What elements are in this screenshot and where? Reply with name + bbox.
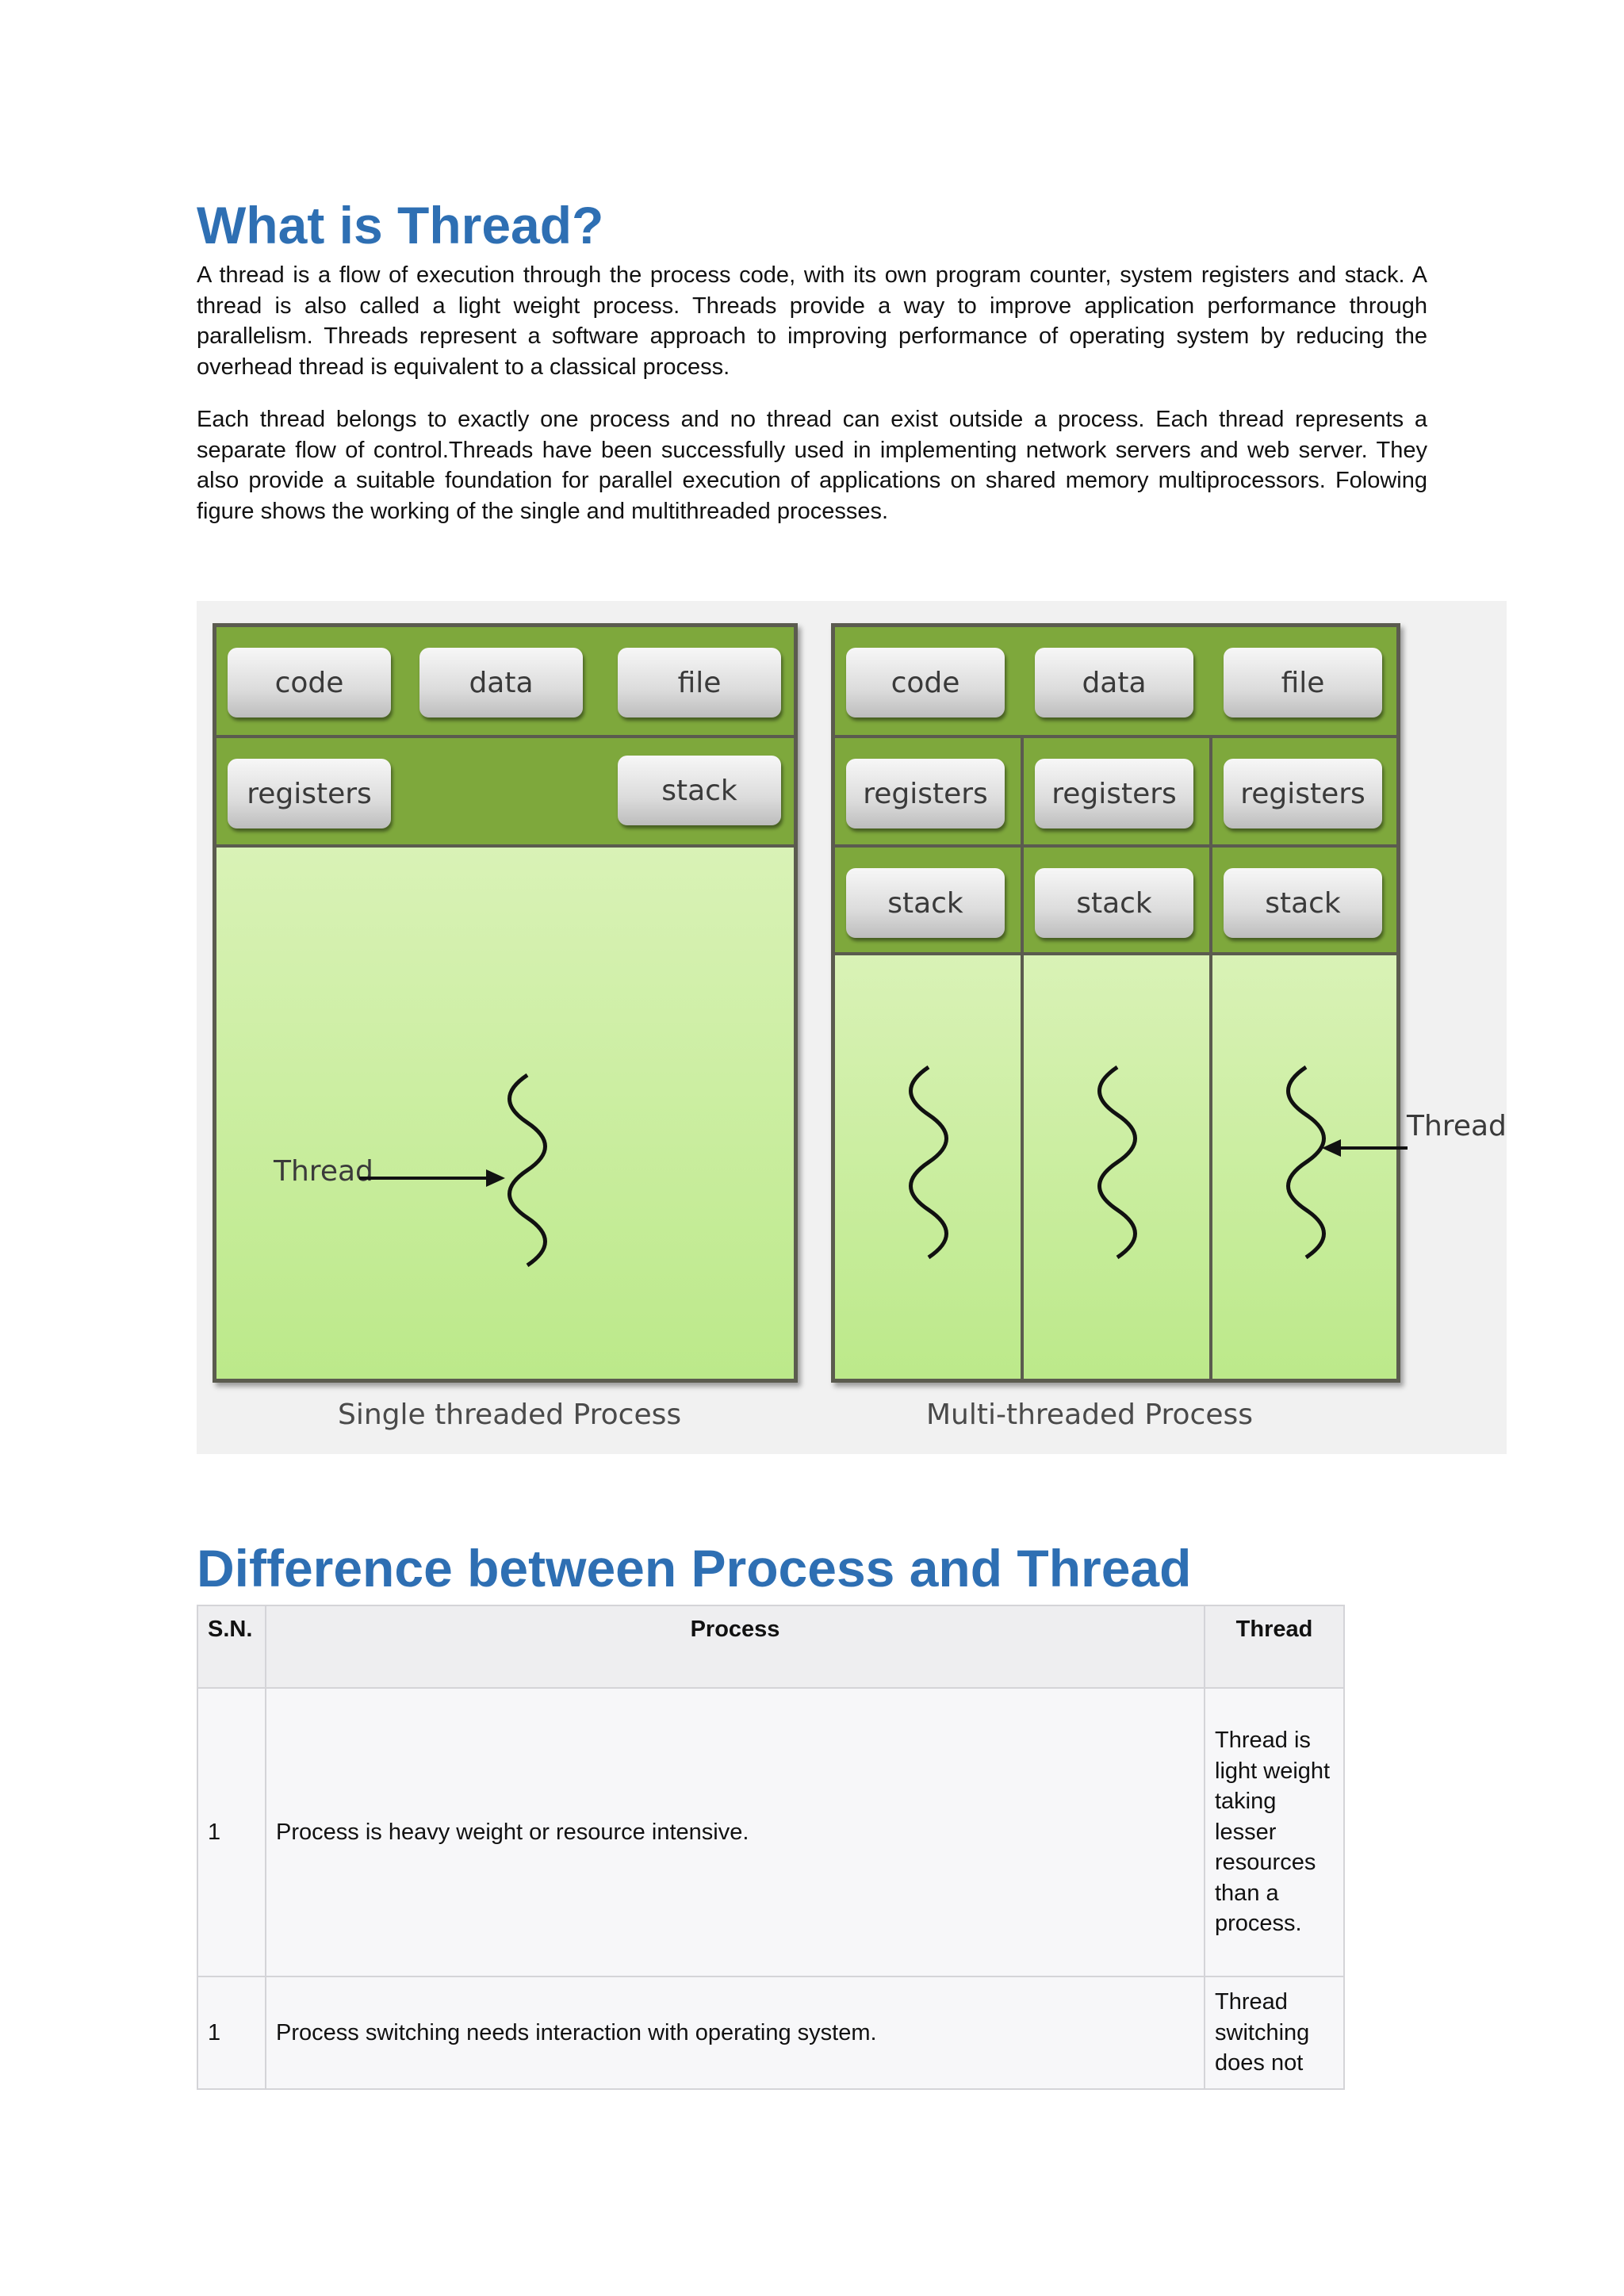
multi-code-chip: code (846, 648, 1005, 718)
single-threaded-caption: Single threaded Process (338, 1399, 682, 1431)
thread-process-diagram (197, 601, 1507, 1454)
row-process: Process switching needs interaction with operating system. (266, 1976, 1205, 2089)
single-stack-chip: stack (618, 756, 781, 825)
divider (1021, 735, 1024, 1379)
divider (835, 735, 1396, 738)
multi-registers-chip: registers (1035, 759, 1193, 828)
multi-file-chip: file (1224, 648, 1382, 718)
single-threaded-process-box (213, 623, 798, 1383)
row-thread: Thread is light weight taking lesser resources than a process. (1205, 1688, 1344, 1976)
header-process: Process (266, 1605, 1205, 1688)
multi-registers-chip: registers (846, 759, 1005, 828)
multi-stack-chip: stack (846, 868, 1005, 938)
single-file-chip: file (618, 648, 781, 718)
arrow-right-icon (359, 1166, 510, 1190)
divider (216, 735, 794, 738)
multi-data-chip: data (1035, 648, 1193, 718)
table-row (197, 1688, 1344, 1976)
single-thread-label: Thread (274, 1155, 373, 1188)
header-thread: Thread (1205, 1605, 1344, 1688)
process-thread-comparison-table (197, 1605, 1345, 2090)
row-sn: 1 (197, 1976, 266, 2089)
section-title-difference: Difference between Process and Thread (197, 1539, 1192, 1598)
row-process: Process is heavy weight or resource intensive. (266, 1688, 1205, 1976)
thread-squiggle-icon (1282, 1063, 1330, 1261)
table-row (197, 1976, 1344, 2089)
multi-stack-chip: stack (1224, 868, 1382, 938)
divider (835, 952, 1396, 955)
multi-registers-chip: registers (1224, 759, 1382, 828)
divider (1209, 735, 1212, 1379)
multi-thread-label: Thread (1407, 1110, 1507, 1142)
multi-threaded-process-box (831, 623, 1400, 1383)
single-code-chip: code (228, 648, 391, 718)
thread-squiggle-icon (504, 1071, 551, 1269)
divider (835, 844, 1396, 848)
section-title-what-is-thread: What is Thread? (197, 196, 604, 254)
arrow-left-icon (1320, 1136, 1408, 1160)
single-data-chip: data (419, 648, 583, 718)
thread-squiggle-icon (1094, 1063, 1141, 1261)
single-registers-chip: registers (228, 759, 391, 828)
multi-threaded-caption: Multi-threaded Process (926, 1399, 1253, 1431)
row-sn: 1 (197, 1688, 266, 1976)
multi-stack-chip: stack (1035, 868, 1193, 938)
divider (216, 844, 794, 848)
header-sn: S.N. (197, 1605, 266, 1688)
second-paragraph: Each thread belongs to exactly one process and no thread can exist outside a process. Each thread represents a separate flow of control.Threads have been successfully used in implementing network servers and web server. They also provide a suitable foundation for parallel execution of applications on shared memory multiprocessors. Folowing figure shows the working of the single and multithreaded processes. (197, 407, 1427, 524)
table-header-row (197, 1605, 1344, 1688)
intro-paragraph: A thread is a flow of execution through the process code, with its own program counter, system registers and stack. A thread is also called a light weight process. Threads provide a way to improve application performance through parallelism. Threads represent a software approach to improving performance of operating system by reducing the overhead thread is equivalent to a classical process. (197, 262, 1427, 380)
thread-squiggle-icon (905, 1063, 952, 1261)
row-thread: Thread switching does not (1205, 1976, 1344, 2089)
